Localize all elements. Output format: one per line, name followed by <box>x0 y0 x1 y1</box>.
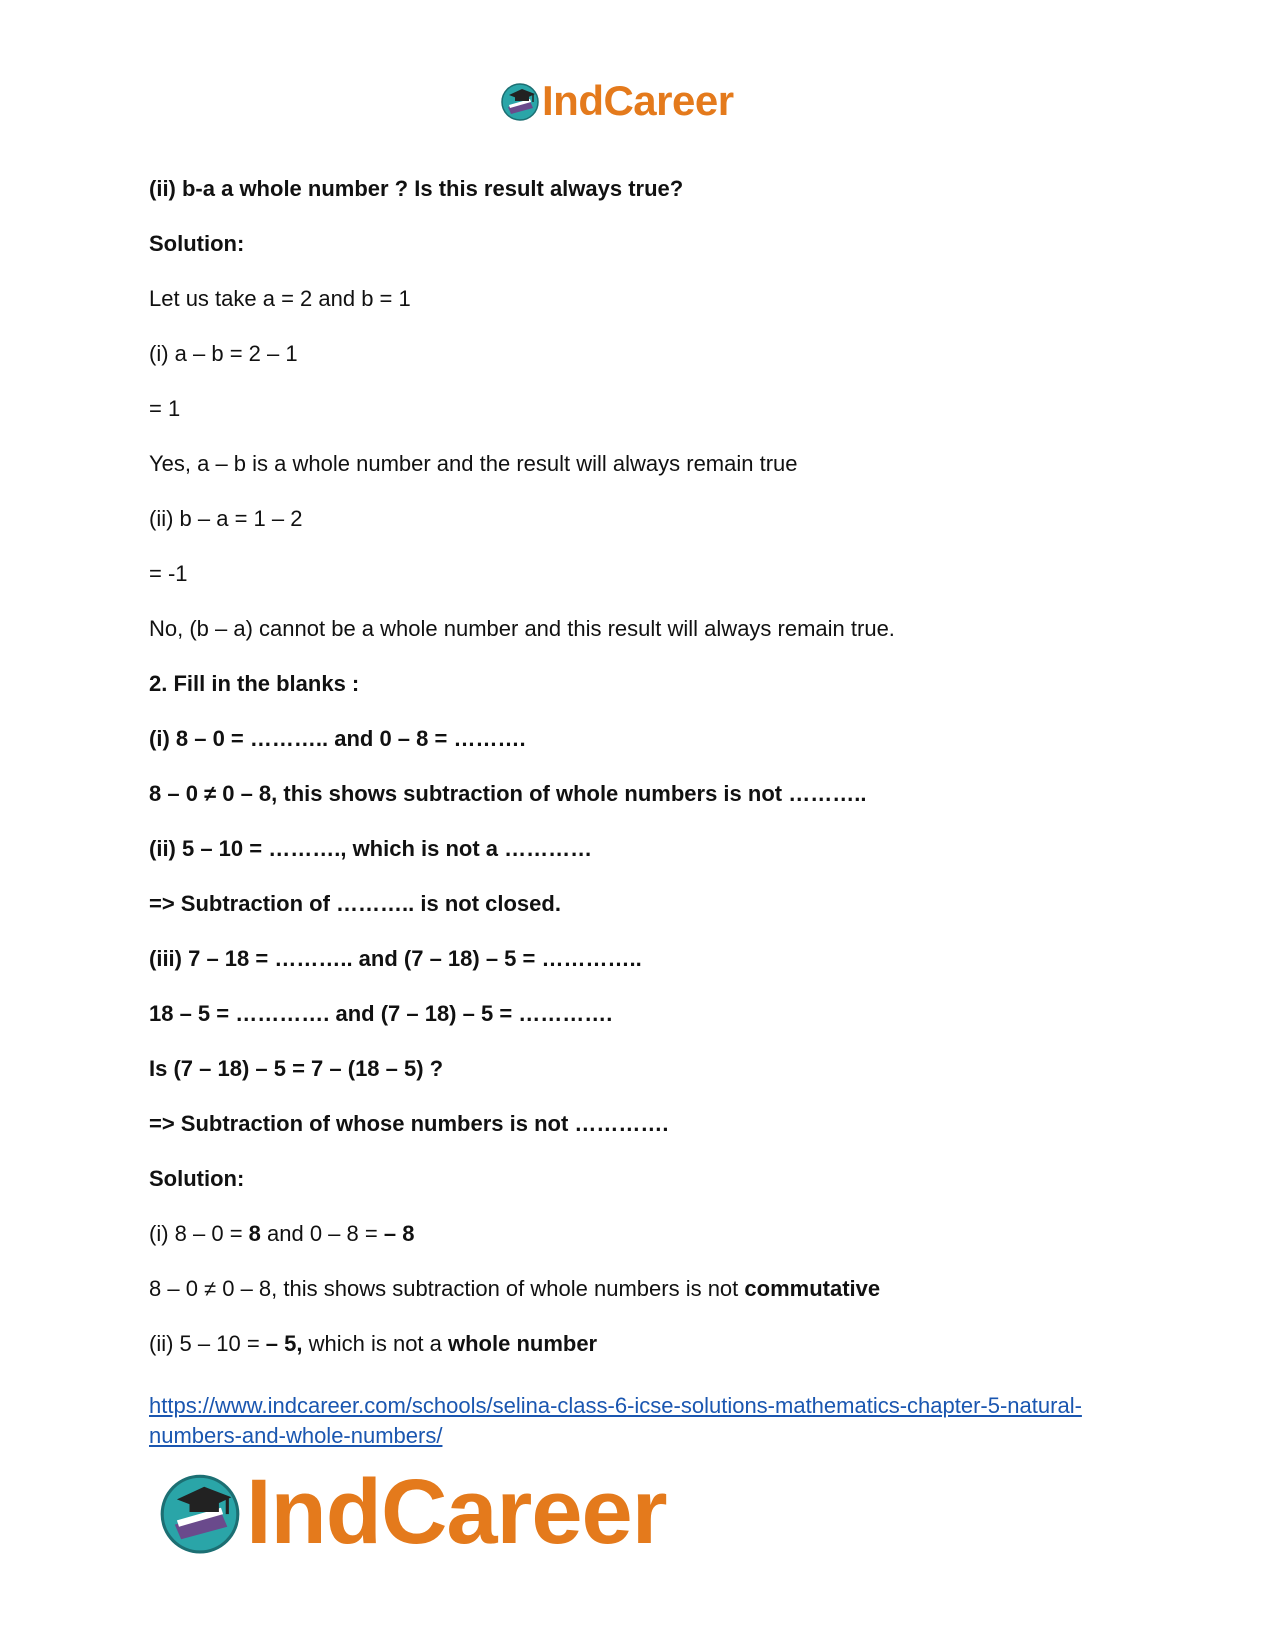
graduation-book-globe-icon <box>158 1470 242 1554</box>
text-segment: = 1 <box>149 396 181 421</box>
text-segment: 8 – 0 ≠ 0 – 8, this shows subtraction of whole numbers is not <box>149 1276 745 1301</box>
text-line <box>149 286 1129 312</box>
graduation-book-globe-icon <box>500 81 540 121</box>
text-segment: => Subtraction of ……….. is not closed. <box>149 891 561 916</box>
text-segment: (ii) 5 – 10 = ………., which is not a ………… <box>149 836 593 861</box>
text-segment: No, (b – a) cannot be a whole number and this result will always remain true. <box>149 616 895 641</box>
text-segment: – 5, <box>265 1331 303 1356</box>
text-segment: (ii) 5 – 10 = <box>149 1331 266 1356</box>
text-line <box>149 671 1129 697</box>
text-segment: (i) 8 – 0 = <box>149 1221 249 1246</box>
text-line <box>149 726 1129 752</box>
text-line <box>149 561 1129 587</box>
text-segment: which is not a <box>302 1331 448 1356</box>
text-segment: and 0 – 8 = <box>260 1221 384 1246</box>
text-line <box>149 1166 1129 1192</box>
text-segment: 2. Fill in the blanks : <box>149 671 360 696</box>
text-segment: – 8 <box>383 1221 415 1246</box>
text-line <box>149 891 1129 917</box>
text-segment: Is (7 – 18) – 5 = 7 – (18 – 5) ? <box>149 1056 444 1081</box>
text-segment: (i) a – b = 2 – 1 <box>149 341 298 366</box>
text-line <box>149 1001 1129 1027</box>
text-segment: 18 – 5 = …………. and (7 – 18) – 5 = …………. <box>149 1001 613 1026</box>
header-logo <box>500 77 734 124</box>
text-line <box>149 946 1129 972</box>
footer-logo <box>158 1461 667 1563</box>
text-line <box>149 176 1129 202</box>
text-line <box>149 1331 1129 1357</box>
text-segment: Solution: <box>149 1166 245 1191</box>
text-line <box>149 1056 1129 1082</box>
text-line <box>149 231 1129 257</box>
text-segment: whole number <box>448 1331 598 1356</box>
text-segment: (ii) b – a = 1 – 2 <box>149 506 303 531</box>
text-line <box>149 341 1129 367</box>
text-segment: => Subtraction of whose numbers is not …………. <box>149 1111 669 1136</box>
logo-wordmark: IndCareer <box>246 1461 667 1563</box>
text-segment: Solution: <box>149 231 245 256</box>
text-segment: (ii) b-a a whole number ? Is this result always true? <box>149 176 684 201</box>
text-segment: 8 <box>248 1221 261 1246</box>
text-line <box>149 506 1129 532</box>
text-segment: Yes, a – b is a whole number and the result will always remain true <box>149 451 798 476</box>
text-line <box>149 451 1129 477</box>
text-segment: (iii) 7 – 18 = ……….. and (7 – 18) – 5 = ………….. <box>149 946 642 971</box>
text-line <box>149 1111 1129 1137</box>
text-segment: commutative <box>744 1276 881 1301</box>
document-body <box>149 176 1129 1386</box>
text-line <box>149 616 1129 642</box>
text-segment: (i) 8 – 0 = ……….. and 0 – 8 = ………. <box>149 726 526 751</box>
text-segment: Let us take a = 2 and b = 1 <box>149 286 411 311</box>
source-url-link[interactable] <box>149 1391 1129 1451</box>
text-line <box>149 781 1129 807</box>
text-line <box>149 836 1129 862</box>
text-segment: = -1 <box>149 561 188 586</box>
source-url-line-2[interactable]: numbers-and-whole-numbers/ <box>149 1423 443 1448</box>
text-line <box>149 1276 1129 1302</box>
text-line <box>149 396 1129 422</box>
text-segment: 8 – 0 ≠ 0 – 8, this shows subtraction of whole numbers is not ……….. <box>149 781 867 806</box>
source-url-line-1[interactable]: https://www.indcareer.com/schools/selina-class-6-icse-solutions-mathematics-chapter-5-natural- <box>149 1393 1082 1418</box>
logo-wordmark: IndCareer <box>542 77 734 124</box>
text-line <box>149 1221 1129 1247</box>
